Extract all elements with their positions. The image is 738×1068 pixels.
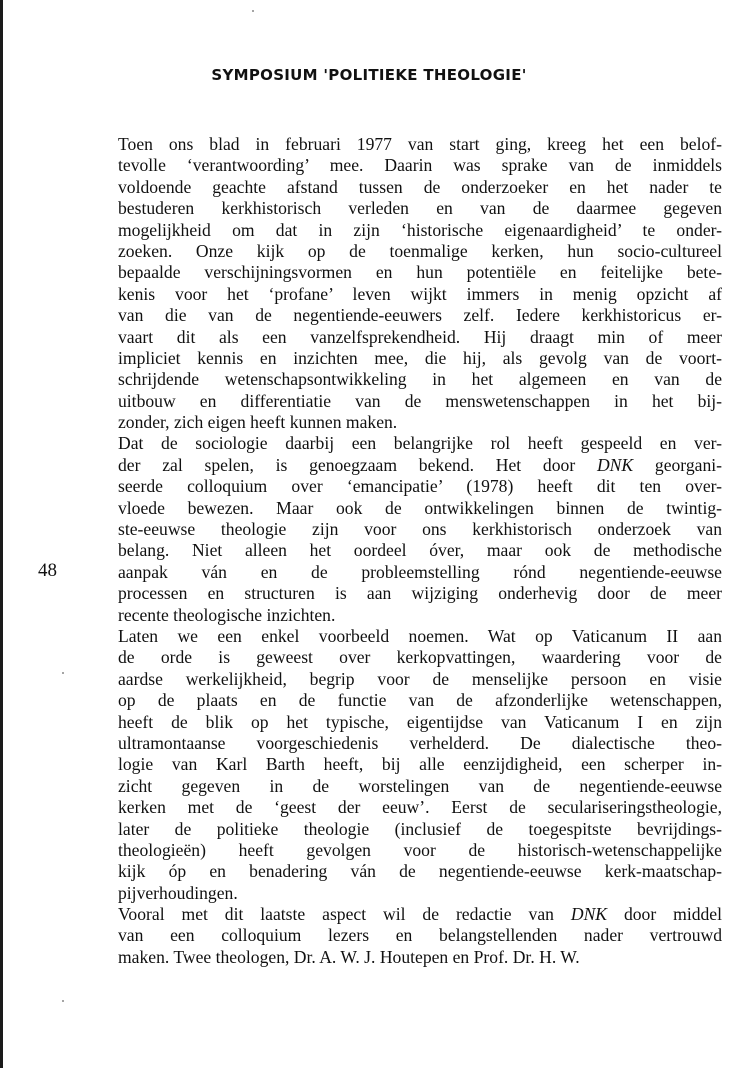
text-segment: processen en structuren is aan wijziging onderhevig door de meer [118,583,722,604]
text-line [118,433,722,454]
text-segment: seerde colloquium over ‘emancipatie’ (1978) heeft dit ten over- [118,476,722,497]
text-segment: kijk óp en benadering ván de negentiende-eeuwse kerk-maatschap- [118,861,722,882]
text-segment: aanpak ván en de probleemstelling rónd negentiende-eeuwse [118,561,722,582]
text-segment: ste-eeuwse theologie zijn voor ons kerkhistorisch onderzoek van [118,519,722,540]
text-line [118,754,722,775]
left-margin-rule [0,0,3,1068]
text-segment: heeft de blik op het typische, eigentijdse van Vaticanum I en zijn [118,711,722,732]
text-segment: voldoende geachte afstand tussen de onderzoeker en het nader te [118,176,722,197]
text-segment: georgani- [633,454,722,475]
text-line [118,819,722,840]
text-line [118,348,722,369]
text-line [118,540,722,561]
text-line [118,605,722,626]
text-line [118,155,722,176]
text-segment: zoeken. Onze kijk op de toenmalige kerken, hun socio-cultureel [118,240,722,261]
text-segment: de orde is geweest over kerkopvattingen, waardering voor de [118,647,722,668]
text-line [118,305,722,326]
text-line [118,455,722,476]
text-segment: vaart dit als een vanzelfsprekendheid. Hij draagt min of meer [118,326,722,347]
text-line [118,712,722,733]
paragraph [118,134,722,433]
text-segment: van een colloquium lezers en belangstellenden nader vertrouwd [118,925,722,946]
text-line [118,476,722,497]
text-line [118,647,722,668]
text-line [118,669,722,690]
text-segment: mogelijkheid om dat in zijn ‘historische eigenaardigheid’ te onder- [118,219,722,240]
text-line [118,797,722,818]
text-line [118,198,722,219]
text-line [118,690,722,711]
text-segment: logie van Karl Barth heeft, bij alle eenzijdigheid, een scherper in- [118,754,722,775]
text-line [118,562,722,583]
text-segment: Dat de sociologie daarbij een belangrijke rol heeft gespeeld en ver- [118,433,722,454]
text-segment: zicht gegeven in de worstelingen van de negentiende-eeuwse [118,775,722,796]
text-segment: kenis voor het ‘profane’ leven wijkt immers in menig opzicht af [118,283,722,304]
body-text [118,134,722,968]
text-line [118,412,722,433]
text-line [118,733,722,754]
text-segment: der zal spelen, is genoegzaam bekend. Het door [118,454,597,475]
scan-speck [252,10,254,12]
text-line [118,241,722,262]
page-number: 48 [38,560,57,581]
text-segment: bestuderen kerkhistorisch verleden en van de daarmee gegeven [118,198,722,219]
journal-name-italic: DNK [570,904,608,925]
text-segment: Vooral met dit laatste aspect wil de redactie van [118,904,571,925]
text-segment: Toen ons blad in februari 1977 van start ging, kreeg het een belof- [118,134,722,154]
journal-name-italic: DNK [596,454,634,475]
text-line [118,904,722,925]
text-line [118,220,722,241]
text-segment: op de plaats en de functie van de afzonderlijke wetenschappen, [118,690,722,711]
text-segment: recente theologische inzichten. [118,604,336,625]
text-line [118,134,722,155]
text-segment: pijverhoudingen. [118,882,238,903]
text-segment: theologieën) heeft gevolgen voor de historisch-wetenschappelijke [118,839,722,860]
scan-speck [62,672,64,674]
text-segment: impliciet kennis en inzichten mee, die hij, als gevolg van de voort- [118,347,722,368]
text-line [118,583,722,604]
text-segment: uitbouw en differentiatie van de menswetenschappen in het bij- [118,390,722,411]
running-head: SYMPOSIUM 'POLITIEKE THEOLOGIE' [211,66,527,84]
text-line [118,947,722,968]
text-segment: Laten we een enkel voorbeeld noemen. Wat op Vaticanum II aan [118,625,722,646]
text-segment: belang. Niet alleen het oordeel óver, maar ook de methodische [118,540,722,561]
text-segment: later de politieke theologie (inclusief de toegespitste bevrijdings- [118,818,722,839]
text-segment: tevolle ‘verantwoording’ mee. Daarin was sprake van de inmiddels [118,155,722,176]
text-segment: schrijdende wetenschapsontwikkeling in het algemeen en van de [118,369,722,390]
paragraph [118,433,722,626]
text-line [118,840,722,861]
text-line [118,391,722,412]
text-line [118,498,722,519]
text-line [118,262,722,283]
text-segment: vloede bewezen. Maar ook de ontwikkelingen binnen de twintig- [118,497,722,518]
text-line [118,369,722,390]
text-segment: bepaalde verschijningsvormen en hun potentiële en feitelijke bete- [118,262,722,283]
text-line [118,327,722,348]
text-line [118,776,722,797]
text-line [118,861,722,882]
paragraph [118,904,722,968]
text-segment: aardse werkelijkheid, begrip voor de menselijke persoon en visie [118,668,722,689]
text-segment: door middel [607,904,722,925]
text-segment: kerken met de ‘geest der eeuw’. Eerst de seculariseringstheologie, [118,797,722,818]
text-segment: ultramontaanse voorgeschiedenis verhelderd. De dialectische theo- [118,732,722,753]
text-segment: zonder, zich eigen heeft kunnen maken. [118,412,398,433]
text-segment: maken. Twee theologen, Dr. A. W. J. Houtepen en Prof. Dr. H. W. [118,946,580,967]
text-line [118,284,722,305]
paragraph [118,626,722,904]
text-line [118,177,722,198]
scan-speck [62,1000,64,1002]
text-line [118,626,722,647]
text-line [118,519,722,540]
text-segment: van die van de negentiende-eeuwers zelf. Iedere kerkhistoricus er- [118,305,722,326]
text-line [118,925,722,946]
text-line [118,883,722,904]
